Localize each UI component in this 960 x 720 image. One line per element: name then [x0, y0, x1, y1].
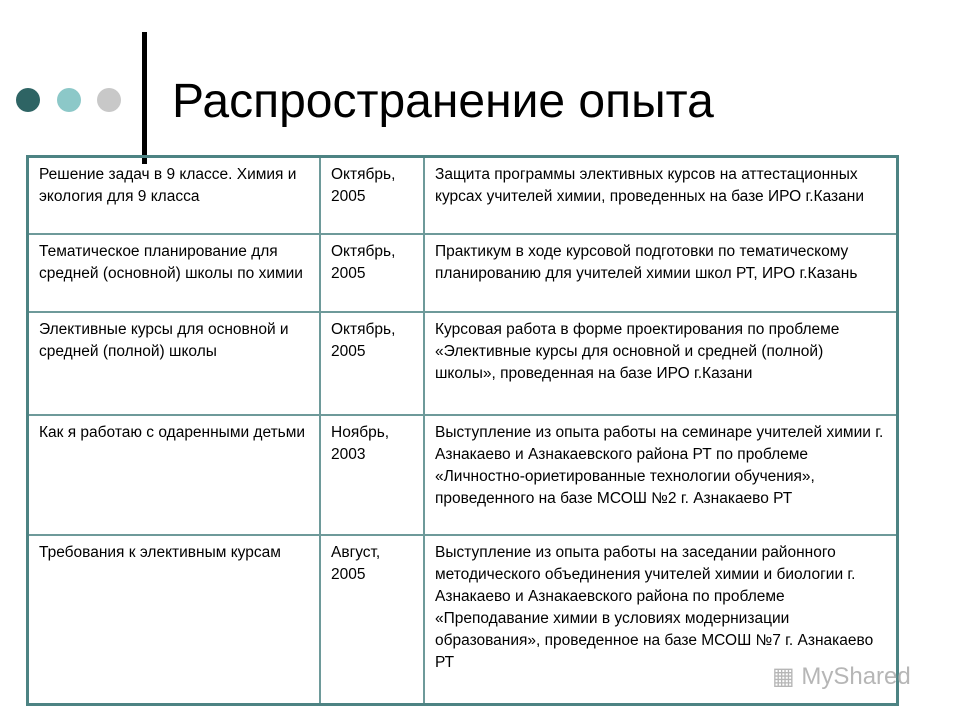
date-cell: Октябрь, 2005	[320, 157, 424, 234]
decor-dot-gray	[97, 88, 121, 112]
date-cell: Октябрь, 2005	[320, 234, 424, 312]
event-cell: Выступление из опыта работы на семинаре учителей химии г. Азнакаево и Азнакаевского района РТ по проблеме «Личностно-ориетированные технологии обучения», проведенного на базе МСОШ №2 г. Азнакаево РТ	[424, 415, 898, 535]
title-divider	[142, 32, 147, 164]
table-row	[28, 312, 898, 415]
experience-table	[26, 155, 899, 706]
date-cell: Октябрь, 2005	[320, 312, 424, 415]
topic-cell: Требования к элективным курсам	[28, 535, 321, 705]
decor-dot-light	[57, 88, 81, 112]
table-row	[28, 535, 898, 705]
topic-cell: Решение задач в 9 классе. Химия и экология для 9 класса	[28, 157, 321, 234]
table-row	[28, 415, 898, 535]
date-cell: Ноябрь, 2003	[320, 415, 424, 535]
event-cell: Практикум в ходе курсовой подготовки по тематическому планированию для учителей химии школ РТ, ИРО г.Казань	[424, 234, 898, 312]
table-row	[28, 234, 898, 312]
watermark: ▦ MyShared	[772, 663, 911, 690]
event-cell: Защита программы элективных курсов на аттестационных курсах учителей химии, проведенных на базе ИРО г.Казани	[424, 157, 898, 234]
topic-cell: Элективные курсы для основной и средней (полной) школы	[28, 312, 321, 415]
date-cell: Август, 2005	[320, 535, 424, 705]
decor-dot-dark	[16, 88, 40, 112]
slide-title: Распространение опыта	[172, 75, 714, 128]
presentation-icon: ▦	[772, 663, 802, 690]
event-cell: Выступление из опыта работы на заседании районного методического объединения учителей химии и биологии г. Азнакаево и Азнакаевского района по проблеме «Преподавание химии в условиях модернизации образования», проведенное на базе МСОШ №7 г. Азнакаево РТ	[424, 535, 898, 705]
table-row	[28, 157, 898, 234]
event-cell: Курсовая работа в форме проектирования по проблеме «Элективные курсы для основной и средней (полной) школы», проведенная на базе ИРО г.Казани	[424, 312, 898, 415]
topic-cell: Как я работаю с одаренными детьми	[28, 415, 321, 535]
topic-cell: Тематическое планирование для средней (основной) школы по химии	[28, 234, 321, 312]
